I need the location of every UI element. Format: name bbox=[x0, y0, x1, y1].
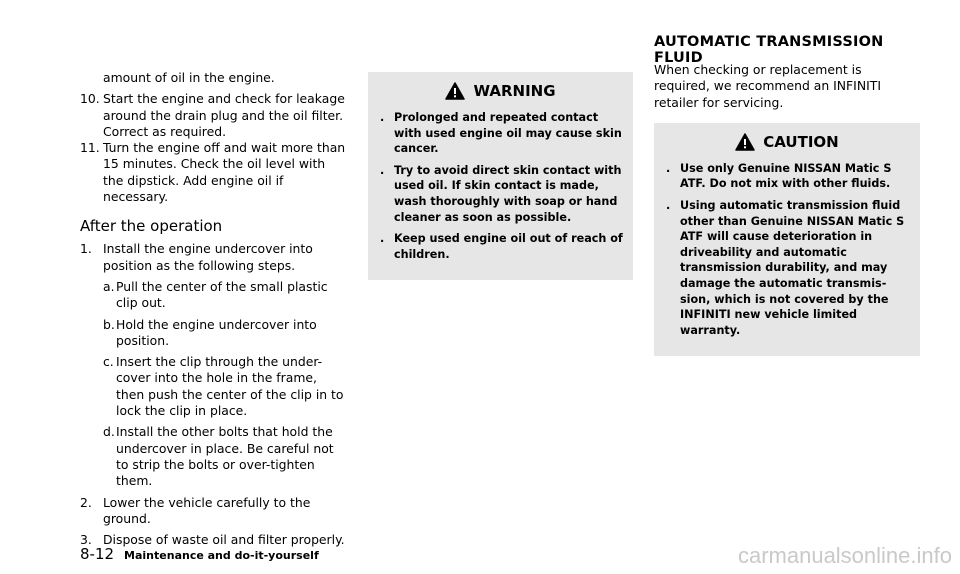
left-column bbox=[80, 70, 348, 548]
step-11 bbox=[80, 140, 348, 205]
warning-title: WARNING bbox=[473, 82, 556, 100]
bullet: . bbox=[380, 111, 385, 124]
step-text-cont: ground. bbox=[103, 510, 151, 526]
substep-letter: d. bbox=[103, 424, 115, 440]
step-text-cont: position as the following steps. bbox=[103, 257, 296, 273]
bullet: . bbox=[380, 232, 385, 246]
substep-letter: a. bbox=[103, 278, 115, 294]
substep-b bbox=[80, 317, 348, 350]
substep-text: Insert the clip through the under- bbox=[116, 354, 323, 370]
warning-item: . Prolonged and repeated contact with used engine oil may cause skin cancer. bbox=[380, 111, 622, 156]
step-text: Start the engine and check for leakage bbox=[103, 91, 345, 107]
final-step-2 bbox=[80, 495, 348, 528]
substep-letter: b. bbox=[103, 316, 115, 332]
substep-text: Pull the center of the small plastic bbox=[116, 278, 328, 294]
caution-item: . Using automatic transmission fluid other than Genuine NISSAN Matic S ATF will cause deterioration in driveability and automatic transmission durability, and may damage the automatic transmis-sion, which is not covered by the INFINITI new vehicle limited warranty. bbox=[666, 199, 905, 337]
step-text: Install the engine undercover into bbox=[103, 241, 313, 257]
step-text-cont: around the drain plug and the oil filter. Correct as required. bbox=[103, 107, 344, 139]
after-step-1 bbox=[80, 241, 348, 274]
substep-a bbox=[80, 279, 348, 312]
step-text: Lower the vehicle carefully to the bbox=[103, 494, 311, 510]
substep-text-cont: clip out. bbox=[116, 295, 166, 311]
warning-item: . Keep used engine oil out of reach of children. bbox=[380, 232, 623, 261]
watermark: carmanualsonline.info bbox=[737, 543, 952, 568]
step-number: 2. bbox=[80, 494, 92, 510]
step-number: 1. bbox=[80, 241, 92, 257]
bullet: . bbox=[380, 163, 385, 177]
caution-title: CAUTION bbox=[763, 132, 839, 151]
right-column bbox=[654, 62, 920, 356]
warning-header bbox=[378, 82, 623, 100]
after-operation-heading: After the operation bbox=[80, 217, 223, 236]
page-number: 8-12 bbox=[80, 545, 115, 563]
substep-c bbox=[80, 354, 348, 419]
footer-title: Maintenance and do-it-yourself bbox=[124, 549, 319, 562]
caution-header bbox=[664, 133, 910, 151]
warning-list bbox=[378, 110, 623, 262]
warning-item: . Try to avoid direct skin contact with used oil. If skin contact is made, wash thoroughly with soap or hand cleaner as soon as possible. bbox=[380, 163, 622, 224]
step-text: Dispose of waste oil and filter properly. bbox=[103, 532, 345, 548]
substep-d bbox=[80, 424, 348, 489]
substep-text: Install the other bolts that hold the bbox=[116, 424, 333, 440]
step-number: 3. bbox=[80, 532, 92, 548]
caution-item: . Use only Genuine NISSAN Matic S ATF. Do not mix with other fluids. bbox=[666, 161, 892, 191]
step-number: 10. bbox=[80, 91, 100, 107]
step-text-cont: 15 minutes. Check the oil level with the dipstick. Add engine oil if necessary. bbox=[103, 156, 326, 205]
substep-letter: c. bbox=[103, 354, 114, 370]
section-title: AUTOMATIC TRANSMISSION FLUID bbox=[654, 34, 884, 66]
caution-list bbox=[664, 161, 910, 339]
step-number: 11. bbox=[80, 140, 100, 156]
caution-box bbox=[654, 123, 920, 357]
intro-continuation: amount of oil in the engine. bbox=[103, 70, 275, 85]
substep-text: Hold the engine undercover into bbox=[116, 316, 317, 332]
substep-text-cont: cover into the hole in the frame, then push the center of the clip in to lock the clip in place. bbox=[116, 370, 344, 419]
substep-text-cont: undercover in place. Be careful not to strip the bolts or over-tighten them. bbox=[116, 440, 334, 489]
warning-box bbox=[368, 72, 633, 280]
bullet: . bbox=[666, 199, 671, 213]
warning-triangle-icon bbox=[735, 133, 755, 151]
bullet: . bbox=[666, 161, 671, 175]
step-10 bbox=[80, 91, 348, 140]
warning-triangle-icon bbox=[445, 82, 465, 100]
step-text: Turn the engine off and wait more than bbox=[103, 140, 346, 156]
substep-text-cont: position. bbox=[116, 332, 170, 348]
retailer-intro: When checking or replacement is required, we recommend an INFINITI retailer for servicing. bbox=[654, 62, 881, 110]
page-footer bbox=[80, 545, 319, 563]
